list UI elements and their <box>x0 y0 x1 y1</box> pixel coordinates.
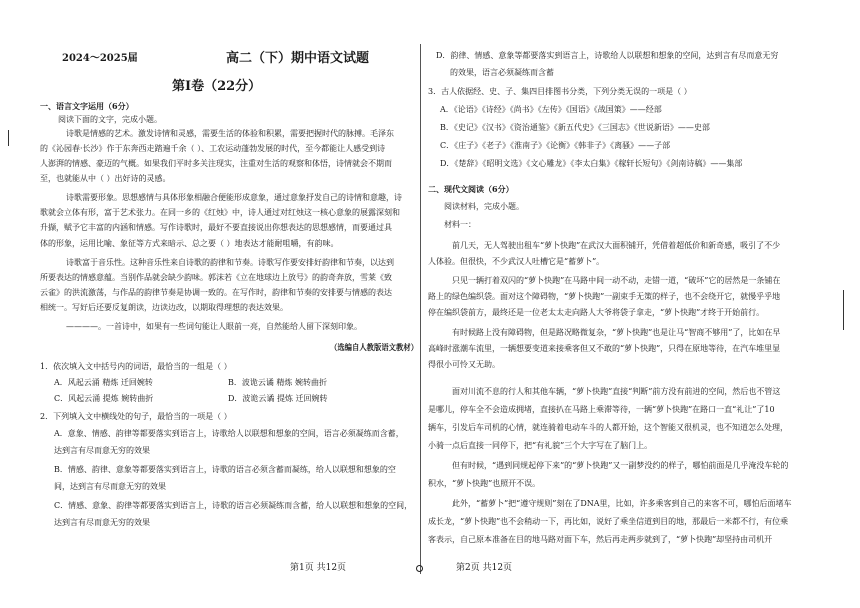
q2-option-a-line2: 达到言有尽而意无穷的效果 <box>54 446 150 455</box>
para2-line3: 升撷，赋予它丰富的内涵和情感。写作诗歌时，最好不要直接说出你想表达的思想感情，而要通过具 <box>40 223 392 232</box>
question-2: 2．下列填入文中横线处的句子，最恰当的一项是（ ） <box>40 412 232 421</box>
q2-option-a-line1: A．意象、情感、韵律等都要落实到语言上，诗歌给人以联想和想象的空间，语言必须凝练而含蓄， <box>54 429 404 438</box>
q1-option-a: A．风起云涌 精炼 迁回婉转 <box>54 378 153 387</box>
para1-line4: 至，也就能从中（ ）出好诗的灵感。 <box>40 174 171 183</box>
q3-option-d: D．《楚辞》《昭明文选》《文心雕龙》《李太白集》《稼轩长短句》《剑南诗稿》——集部 <box>440 159 743 168</box>
passage-line-12: 小骑一点后直接一同停下，把“有礼貌”三个大字写在了脑门上。 <box>428 441 653 450</box>
para2-line2: 歌就会立体有形，富于艺术张力。在同一乡的《红烛》中，诗人通过对红烛这一核心意象的展露深刻和 <box>40 208 400 217</box>
para4: ————。一首诗中，如果有一些词句能让人眼前一亮，自然能给人留下深刻印象。 <box>66 322 362 331</box>
para2-line4: 体的形象，运用比喻、象征等方式来暗示、总之要（ ）地表达才能耐咀嚼，有韵味。 <box>40 239 339 248</box>
right-margin-mark <box>843 290 844 330</box>
q1-option-d: D．波诡云谲 提炼 迁回婉转 <box>228 394 328 403</box>
q3-option-b: B．《史记》《汉书》《资治通鉴》《新五代史》《三国志》《世说新语》——史部 <box>440 123 710 132</box>
passage-line-14: 积水，“萝卜快跑”也照开不误。 <box>428 479 541 488</box>
passage-line-6: 有时候路上没有障碍物，但是路况略微复杂，“萝卜快跑”也是让马“智商不够用”了，比如在早 <box>452 328 781 337</box>
passage-line-5: 停在编织袋前方，最终还是一位老太太走向路人大爷将袋子拿走，“萝卜快跑”才终于开始前行。 <box>428 308 765 317</box>
para2-line1: 诗歌需要形象。思想感情与具体形象相融合便能形成意象，通过意象抒发自己的诗情和意趣，诗 <box>66 193 402 202</box>
passage-line-7: 高峰时涨潮车流里，一辆想要变道来接乘客但又不敢的“萝卜快跑”，只得在原地等待，在汽车堆里显 <box>428 344 781 353</box>
passage-line-10: 是哪儿，停车全不会造成拥堵，直接扒在马路上乘滞等待，一辆“萝卜快跑”在路口一直“礼让”了10 <box>428 405 775 414</box>
passage-line-3: 只见一辆打着双闪的“萝卜快跑”在马路中间一动不动，走错一道，“破坏”它的居然是一条铺在 <box>452 276 781 285</box>
material-label: 材料一： <box>444 220 476 229</box>
para3-line3: 云雀》的洪流激荡，与作品的韵律节奏是协调一致的。在写作时，韵律和节奏的安排要与情感的表达 <box>40 288 392 297</box>
section2-heading: 二、现代文阅读（6分） <box>428 184 514 194</box>
q2-option-b-line1: B．情感、韵律、意象等都要落实到语言上，诗歌的语言必须含蓄而凝练，给人以联想和想象的空 <box>54 465 396 474</box>
passage-line-8: 得很小可怜又无助。 <box>428 360 500 369</box>
passage-line-2: 人体验。但很快，不少武汉人吐槽它是“蓄萝卜”。 <box>428 257 605 266</box>
section1-heading: 一、语言文字运用（6分） <box>40 101 134 111</box>
para1-line1: 诗歌是情感的艺术。激发诗情和灵感，需要生活的体验和积累，需要把握时代的脉搏。毛泽东 <box>66 129 394 138</box>
q2-option-c-line1: C．情感、意象、韵律等都要落实到语言上，诗歌的语言必须凝练而含蓄，给人以联想和想象的空间， <box>54 501 413 510</box>
passage-line-17: 客表示，自己原本准备在目的地马路对面下车，然后再走两步就到了，“萝卜快跑”却坚持由司机开 <box>428 535 773 544</box>
source-note: （选编自人教版语文教材） <box>330 342 419 352</box>
page-divider <box>420 44 421 574</box>
passage-line-9: 面对川流不息的行人和其他车辆，“萝卜快跑”直接“判断”前方没有前进的空间，然后也不管这 <box>452 387 781 396</box>
q2-option-d-line2: 的效果，语言必须凝练而含蓄 <box>450 68 554 77</box>
q2-option-d-line1: D．韵律、情感、意象等都要落实到语言上，诗歌给人以联想和想象的空间，达到言有尽而意无穷 <box>436 51 779 60</box>
passage-line-11: 辆车，引发后车司机的心情，就连骑着电动车斗的人都开始，这个智能又很机灵，也不知道怎么处理， <box>428 423 788 432</box>
header-title: 高二（下）期中语文试题 <box>226 51 370 66</box>
para3-line2: 所要表达的情感意蕴。当别作品就会缺少韵味。郭沫若《立在地球边上放号》的韵奇奔放，雪莱《致 <box>40 273 392 282</box>
volume-title: 第Ⅰ卷（22分） <box>172 79 262 94</box>
q3-option-c: C．《庄子》《老子》《淮南子》《论衡》《韩非子》《离骚》——子部 <box>440 141 671 150</box>
passage-line-16: 成长龙，“萝卜快跑”也不会稍动一下，再比如，说好了乘坐信道到目的地，那最后一米都不行，有位乘 <box>428 517 789 526</box>
para1-line3: 人澎湃的情感、豪迈的气概。如果我们平时多关注现实，注重对生活的观察和体悟，诗情就会不期而 <box>40 159 392 168</box>
passage-line-4: 路上的绿色编织袋。面对这个障碍物，“萝卜快跑”一副束手无策的样子，也不会绕开它，就慢乎乎地 <box>428 292 781 301</box>
section2-instruction: 阅读材料，完成小题。 <box>444 202 524 211</box>
q1-option-c: C．风起云涌 提炼 婉转曲折 <box>54 394 154 403</box>
para3-line1: 诗歌富于音乐性。这种音乐性来自诗歌的韵律和节奏。诗歌写作要安排好韵律和节奏，以达到 <box>66 258 394 267</box>
q3-option-a: A．《论语》《诗经》《尚书》《左传》《国语》《战国策》——经部 <box>440 105 662 114</box>
passage-line-15: 此外，“蓄萝卜”把“遵守规则”刻在了DNA里，比如，许多乘客到自己的来客不可，哪怕后面堵车 <box>452 499 792 508</box>
q1-option-b: B．波诡云谲 精炼 婉转曲折 <box>228 378 327 387</box>
q2-option-b-line2: 间，达到言有尽而意无穷的效果 <box>54 482 166 491</box>
right-page-footer: 第2页 共12页 <box>456 563 513 573</box>
left-page-footer: 第1页 共12页 <box>290 563 347 573</box>
passage-line-13: 但有时候，“遇到同规起停下来”的“萝卜快跑”又一副梦没约的样子，哪怕前面是几乎淹没车轮的 <box>452 461 789 470</box>
q2-option-c-line2: 达到言有尽而意无穷的效果 <box>54 518 150 527</box>
question-1: 1．依次填入文中括号内的词语，最恰当的一组是（ ） <box>40 362 232 371</box>
para1-line2: 的《沁园春·长沙》作于东奔西走踏遍千余（ ）、工农运动蓬勃发展的时代，至今都能让人感受到诗 <box>40 144 386 153</box>
left-margin-mark <box>8 130 9 146</box>
passage-line-1: 前几天，无人驾驶出租车“萝卜快跑”在武汉大面积铺开，凭借着超低价和新奇感，吸引了不少 <box>452 241 781 250</box>
center-hole-icon <box>416 565 423 572</box>
instruction: 阅读下面的文字，完成小题。 <box>58 115 162 124</box>
para3-line4: 相统一。写好后还要反复朗读，边读边改，以期取得理想的表达效果。 <box>40 303 288 312</box>
header-year: 2024～2025届 <box>62 53 138 64</box>
question-3: 3．古人依据经、史、子、集四目排图书分类，下列分类无误的一项是（ ） <box>428 87 692 96</box>
